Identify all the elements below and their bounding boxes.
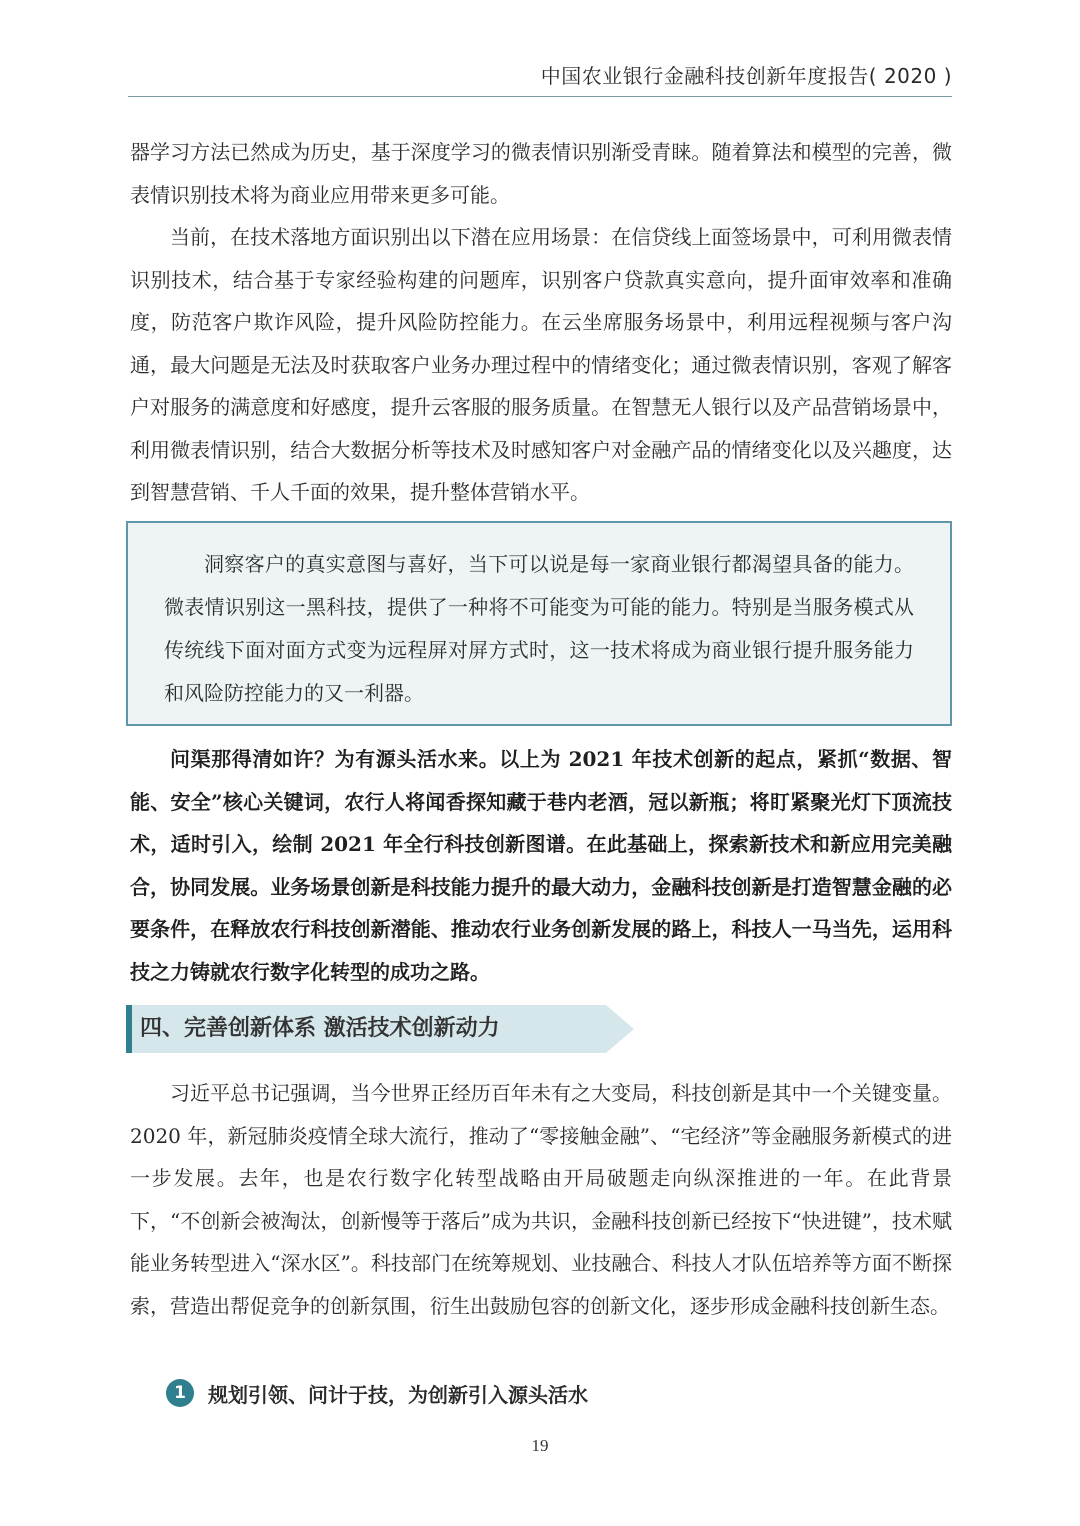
highlight-quote-box [126, 521, 952, 726]
header-divider [128, 96, 952, 97]
subsection-title: 规划引领、问计于技，为创新引入源头活水 [208, 1382, 588, 1407]
subsection-heading [166, 1377, 588, 1409]
paragraph-innovation-system: 习近平总书记强调，当今世界正经历百年未有之大变局，科技创新是其中一个关键变量。2020 年，新冠肺炎疫情全球大流行，推动了“零接触金融”、“宅经济”等金融服务新模式的进一步发展。去年，也是农行数字化转型战略由开局破题走向纵深推进的一年。在此背景下，“不创新会被淘汰，创新慢等于落后”成为共识，金融科技创新已经按下“快进键”，技术赋能业务转型进入“深水区”。科技部门在统筹规划、业技融合、科技人才队伍培养等方面不断探索，营造出帮促竞争的创新氛围，衍生出鼓励包容的创新文化，逐步形成金融科技创新生态。 [130, 1081, 952, 1318]
section-title: 四、完善创新体系 激活技术创新动力 [140, 1016, 500, 1041]
paragraph-application-scenarios: 当前，在技术落地方面识别出以下潜在应用场景：在信贷线上面签场景中，可利用微表情识别技术，结合基于专家经验构建的问题库，识别客户贷款真实意向，提升面审效率和准确度，防范客户欺诈风险，提升风险防控能力。在云坐席服务场景中，利用远程视频与客户沟通，最大问题是无法及时获取客户业务办理过程中的情绪变化；通过微表情识别，客观了解客户对服务的满意度和好感度，提升云客服的服务质量。在智慧无人银行以及产品营销场景中，利用微表情识别，结合大数据分析等技术及时感知客户对金融产品的情绪变化以及兴趣度，达到智慧营销、千人千面的效果，提升整体营销水平。 [130, 225, 952, 504]
paragraph-continuation: 器学习方法已然成为历史，基于深度学习的微表情识别渐受青睐。随着算法和模型的完善，微表情识别技术将为商业应用带来更多可能。 [130, 140, 952, 207]
quote-text: 洞察客户的真实意图与喜好，当下可以说是每一家商业银行都渴望具备的能力。微表情识别这一黑科技，提供了一种将不可能变为可能的能力。特别是当服务模式从传统线下面对面方式变为远程屏对屏方式时，这一技术将成为商业银行提升服务能力和风险防控能力的又一利器。 [164, 552, 914, 705]
page-number: 19 [531, 1436, 549, 1455]
paragraph-bold-summary: 问渠那得清如许？为有源头活水来。以上为 2021 年技术创新的起点，紧抓“数据、智能、安全”核心关键词，农行人将闻香探知藏于巷内老酒，冠以新瓶；将盯紧聚光灯下顶流技术，适时引入，绘制 2021 年全行科技创新图谱。在此基础上，探索新技术和新应用完美融合，协同发展。业务场景创新是科技能力提升的最大动力，金融科技创新是打造智慧金融的必要条件，在释放农行科技创新潜能、推动农行业务创新发展的路上，科技人一马当先，运用科技之力铸就农行数字化转型的成功之路。 [130, 747, 952, 984]
section-heading-banner [126, 1005, 634, 1053]
report-header-title: 中国农业银行金融科技创新年度报告( 2020 ) [540, 64, 952, 88]
number-badge: 1 [166, 1379, 194, 1407]
